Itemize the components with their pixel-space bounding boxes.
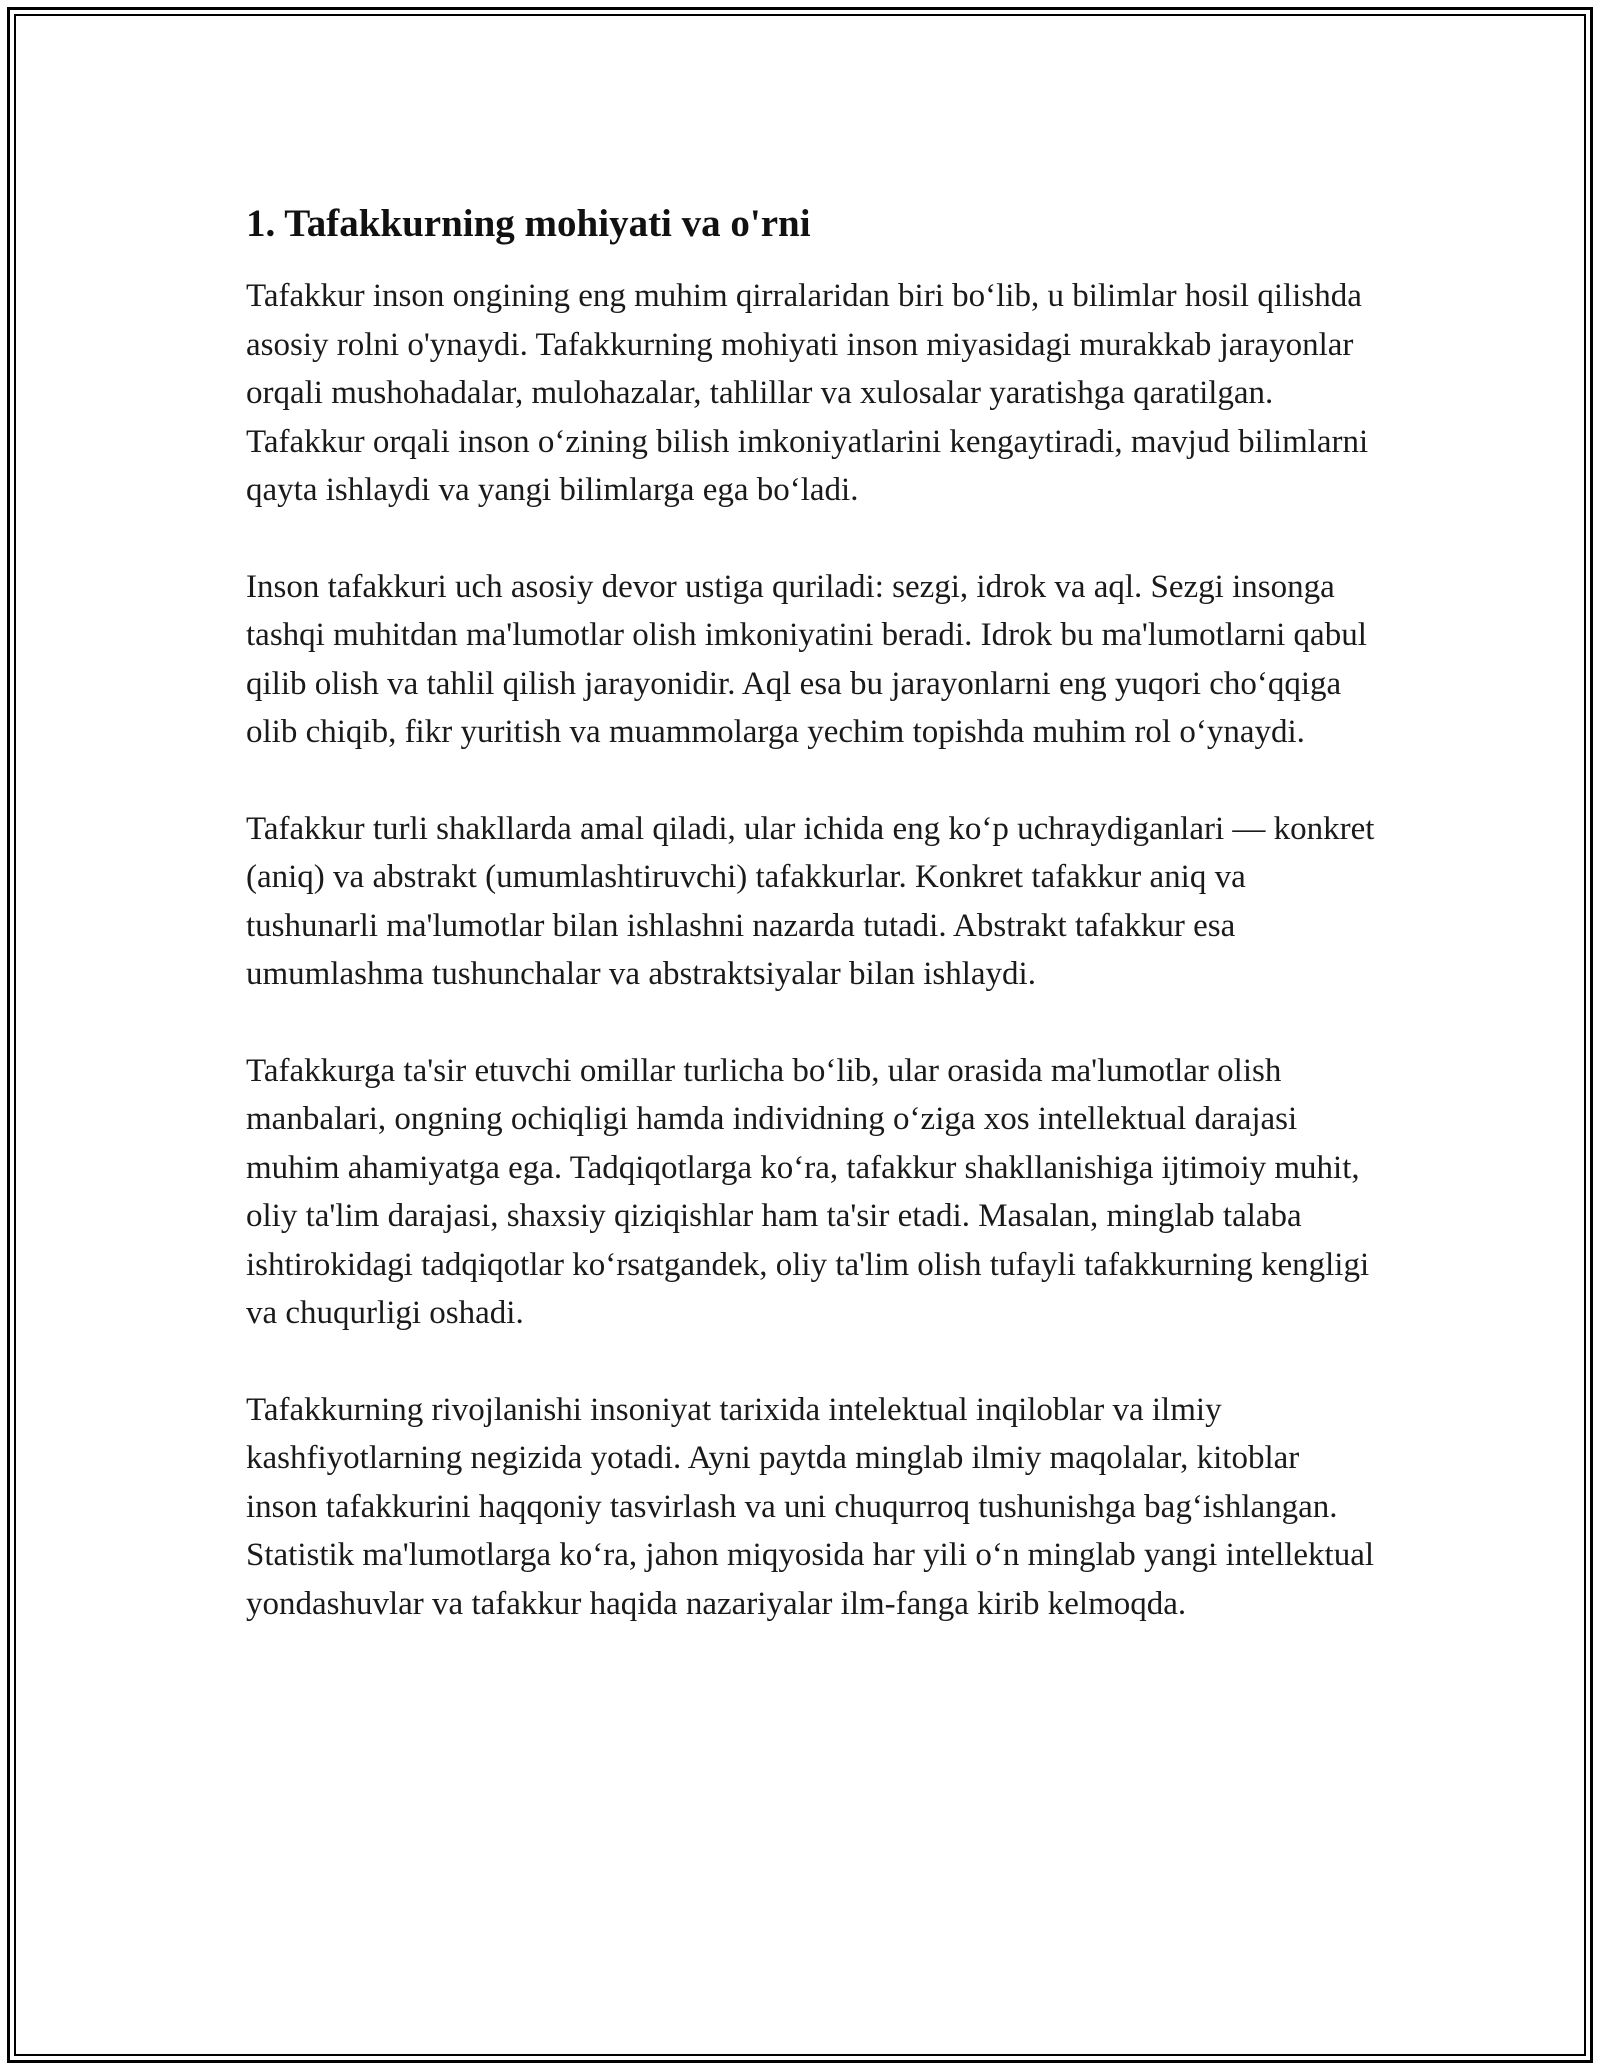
paragraph-2: Inson tafakkuri uch asosiy devor ustiga quriladi: sezgi, idrok va aql. Sezgi insonga tashqi muhitdan ma'lumotlar olish imkoniyatini beradi. Idrok bu ma'lumotlarni qabul qilib olish va tahlil qilish jarayonidir. Aql esa bu jarayonlarni eng yuqori cho‘qqiga olib chiqib, fikr yuritish va muammolarga yechim topishda muhim rol o‘ynaydi. [246,568,1367,750]
document-body [246,198,1376,1628]
paragraph-3: Tafakkur turli shakllarda amal qiladi, ular ichida eng ko‘p uchraydiganlari — konkret (aniq) va abstrakt (umumlashtiruvchi) tafakkurlar. Konkret tafakkur aniq va tushunarli ma'lumotlar bilan ishlashni nazarda tutadi. Abstrakt tafakkur esa umumlashma tushunchalar va abstraktsiyalar bilan ishlaydi. [246,810,1375,992]
section-heading: 1. Tafakkurning mohiyati va o'rni [246,202,811,245]
paragraph-5: Tafakkurning rivojlanishi insoniyat tarixida intelektual inqiloblar va ilmiy kashfiyotlarning negizida yotadi. Ayni paytda minglab ilmiy maqolalar, kitoblar inson tafakkurini haqqoniy tasvirlash va uni chuqurroq tushunishga bag‘ishlangan. Statistik ma'lumotlarga ko‘ra, jahon miqyosida har yili o‘n minglab yangi intellektual yondashuvlar va tafakkur haqida nazariyalar ilm-fanga kirib kelmoqda. [246,1391,1375,1622]
page-frame [7,7,1593,2063]
paragraph-4: Tafakkurga ta'sir etuvchi omillar turlicha bo‘lib, ular orasida ma'lumotlar olish manbalari, ongning ochiqligi hamda individning o‘ziga xos intellektual darajasi muhim ahamiyatga ega. Tadqiqotlarga ko‘ra, tafakkur shakllanishiga ijtimoiy muhit, oliy ta'lim darajasi, shaxsiy qiziqishlar ham ta'sir etadi. Masalan, minglab talaba ishtirokidagi tadqiqotlar ko‘rsatgandek, oliy ta'lim olish tufayli tafakkurning kengligi va chuqurligi oshadi. [246,1052,1370,1331]
paragraph-1: Tafakkur inson ongining eng muhim qirralaridan biri bo‘lib, u bilimlar hosil qilishda asosiy rolni o'ynaydi. Tafakkurning mohiyati inson miyasidagi murakkab jarayonlar orqali mushohadalar, mulohazalar, tahlillar va xulosalar yaratishga qaratilgan. Tafakkur orqali inson o‘zining bilish imkoniyatlarini kengaytiradi, mavjud bilimlarni qayta ishlaydi va yangi bilimlarga ega bo‘ladi. [246,278,1369,508]
